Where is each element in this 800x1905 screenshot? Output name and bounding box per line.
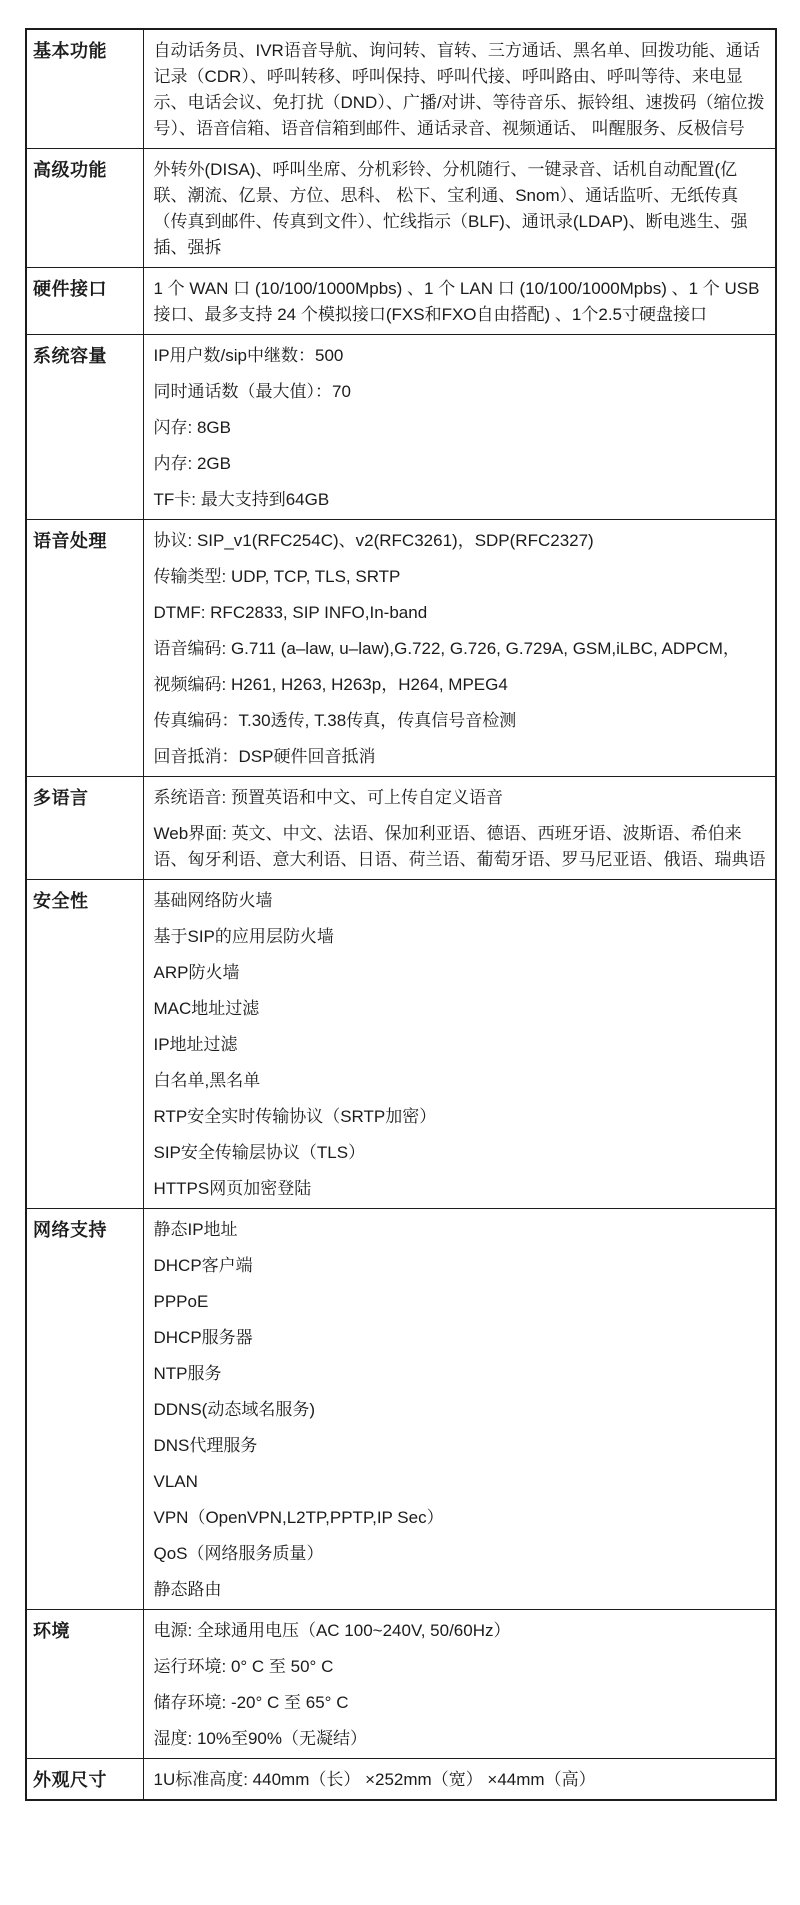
spec-line: 闪存: 8GB (153, 418, 231, 437)
spec-category-label: 环境 (26, 1610, 143, 1759)
spec-row (26, 1759, 776, 1801)
spec-category-label: 系统容量 (26, 335, 143, 520)
spec-row (26, 520, 776, 777)
spec-value-cell (143, 520, 776, 777)
spec-line: 回音抵消：DSP硬件回音抵消 (153, 747, 376, 766)
spec-line: 电源: 全球通用电压（AC 100~240V, 50/60Hz） (153, 1621, 511, 1640)
spec-line: 运行环境: 0° C 至 50° C (153, 1657, 334, 1676)
spec-line: 湿度: 10%至90%（无凝结） (153, 1729, 367, 1748)
spec-line: VPN（OpenVPN,L2TP,PPTP,IP Sec） (153, 1508, 444, 1527)
spec-line: DHCP服务器 (153, 1328, 253, 1347)
spec-value-cell (143, 1610, 776, 1759)
spec-line: 外转外(DISA)、呼叫坐席、分机彩铃、分机随行、一键录音、话机自动配置(亿联、潮流、亿景、方位、思科、 松下、宝利通、Snom）、通话监听、无纸传真（传真到邮件、传真到文件）、忙线指示（BLF)、通讯录(LDAP)、断电逃生、强插、强拆 (153, 160, 748, 257)
spec-row (26, 777, 776, 880)
spec-line: 内存: 2GB (153, 454, 231, 473)
spec-row (26, 1610, 776, 1759)
spec-line: 自动话务员、IVR语音导航、询问转、盲转、三方通话、黑名单、回拨功能、通话记录（CDR）、呼叫转移、呼叫保持、呼叫代接、呼叫路由、呼叫等待、来电显示、电话会议、免打扰（DND）、广播/对讲、等待音乐、振铃组、速拨码（缩位拨号）、语音信箱、语音信箱到邮件、通话录音、视频通话、 叫醒服务、反极信号 (153, 41, 765, 138)
spec-line: 1U标准高度: 440mm（长） ×252mm（宽） ×44mm（高） (153, 1770, 596, 1789)
spec-line: IP地址过滤 (153, 1035, 238, 1054)
spec-line: RTP安全实时传输协议（SRTP加密） (153, 1107, 437, 1126)
spec-line: 视频编码: H261, H263, H263p，H264, MPEG4 (153, 675, 508, 694)
spec-line: 基于SIP的应用层防火墙 (153, 927, 334, 946)
spec-line: HTTPS网页加密登陆 (153, 1179, 312, 1198)
spec-line: 系统语音: 预置英语和中文、可上传自定义语音 (153, 788, 503, 807)
spec-category-label: 基本功能 (26, 29, 143, 149)
spec-row (26, 149, 776, 268)
spec-line: 同时通话数（最大值）：70 (153, 382, 351, 401)
spec-line: 基础网络防火墙 (153, 891, 273, 910)
spec-line: DHCP客户端 (153, 1256, 253, 1275)
spec-line: ARP防火墙 (153, 963, 240, 982)
spec-line: MAC地址过滤 (153, 999, 260, 1018)
spec-row (26, 335, 776, 520)
spec-line: VLAN (153, 1472, 198, 1491)
spec-line: NTP服务 (153, 1364, 222, 1383)
spec-line: Web界面: 英文、中文、法语、保加利亚语、德语、西班牙语、波斯语、希伯来语、匈牙利语、意大利语、日语、荷兰语、葡萄牙语、罗马尼亚语、俄语、瑞典语 (153, 824, 766, 869)
spec-line: 传输类型: UDP, TCP, TLS, SRTP (153, 567, 401, 586)
spec-line: DTMF: RFC2833, SIP INFO,In-band (153, 603, 428, 622)
spec-category-label: 安全性 (26, 880, 143, 1209)
spec-line: QoS（网络服务质量） (153, 1544, 324, 1563)
spec-line: DNS代理服务 (153, 1436, 258, 1455)
spec-line: 静态路由 (153, 1580, 222, 1599)
spec-value-cell (143, 149, 776, 268)
spec-category-label: 硬件接口 (26, 268, 143, 335)
spec-table (25, 28, 777, 1801)
spec-line: 静态IP地址 (153, 1220, 238, 1239)
spec-line: 传真编码：T.30透传, T.38传真，传真信号音检测 (153, 711, 517, 730)
spec-category-label: 外观尺寸 (26, 1759, 143, 1801)
spec-category-label: 多语言 (26, 777, 143, 880)
spec-line: TF卡: 最大支持到64GB (153, 490, 330, 509)
spec-value-cell (143, 1209, 776, 1610)
spec-line: 1 个 WAN 口 (10/100/1000Mpbs) 、1 个 LAN 口 (10/100/1000Mpbs) 、1 个 USB 接口、最多支持 24 个模拟接口(FXS和FXO自由搭配) 、1个2.5寸硬盘接口 (153, 279, 760, 324)
spec-row (26, 1209, 776, 1610)
spec-row (26, 29, 776, 149)
spec-line: DDNS(动态域名服务) (153, 1400, 315, 1419)
spec-value-cell (143, 1759, 776, 1801)
spec-line: 协议: SIP_v1(RFC254C)、v2(RFC3261)，SDP(RFC2327) (153, 531, 594, 550)
spec-category-label: 网络支持 (26, 1209, 143, 1610)
spec-category-label: 语音处理 (26, 520, 143, 777)
spec-category-label: 高级功能 (26, 149, 143, 268)
spec-line: SIP安全传输层协议（TLS） (153, 1143, 366, 1162)
spec-value-cell (143, 268, 776, 335)
spec-row (26, 880, 776, 1209)
spec-value-cell (143, 880, 776, 1209)
spec-value-cell (143, 777, 776, 880)
spec-value-cell (143, 335, 776, 520)
spec-value-cell (143, 29, 776, 149)
spec-line: IP用户数/sip中继数：500 (153, 346, 344, 365)
spec-line: 白名单,黑名单 (153, 1071, 261, 1090)
spec-table-body (26, 29, 776, 1800)
spec-line: PPPoE (153, 1292, 209, 1311)
spec-line: 语音编码: G.711 (a–law, u–law),G.722, G.726, G.729A, GSM,iLBC, ADPCM， (153, 639, 740, 658)
spec-row (26, 268, 776, 335)
spec-line: 储存环境: -20° C 至 65° C (153, 1693, 349, 1712)
